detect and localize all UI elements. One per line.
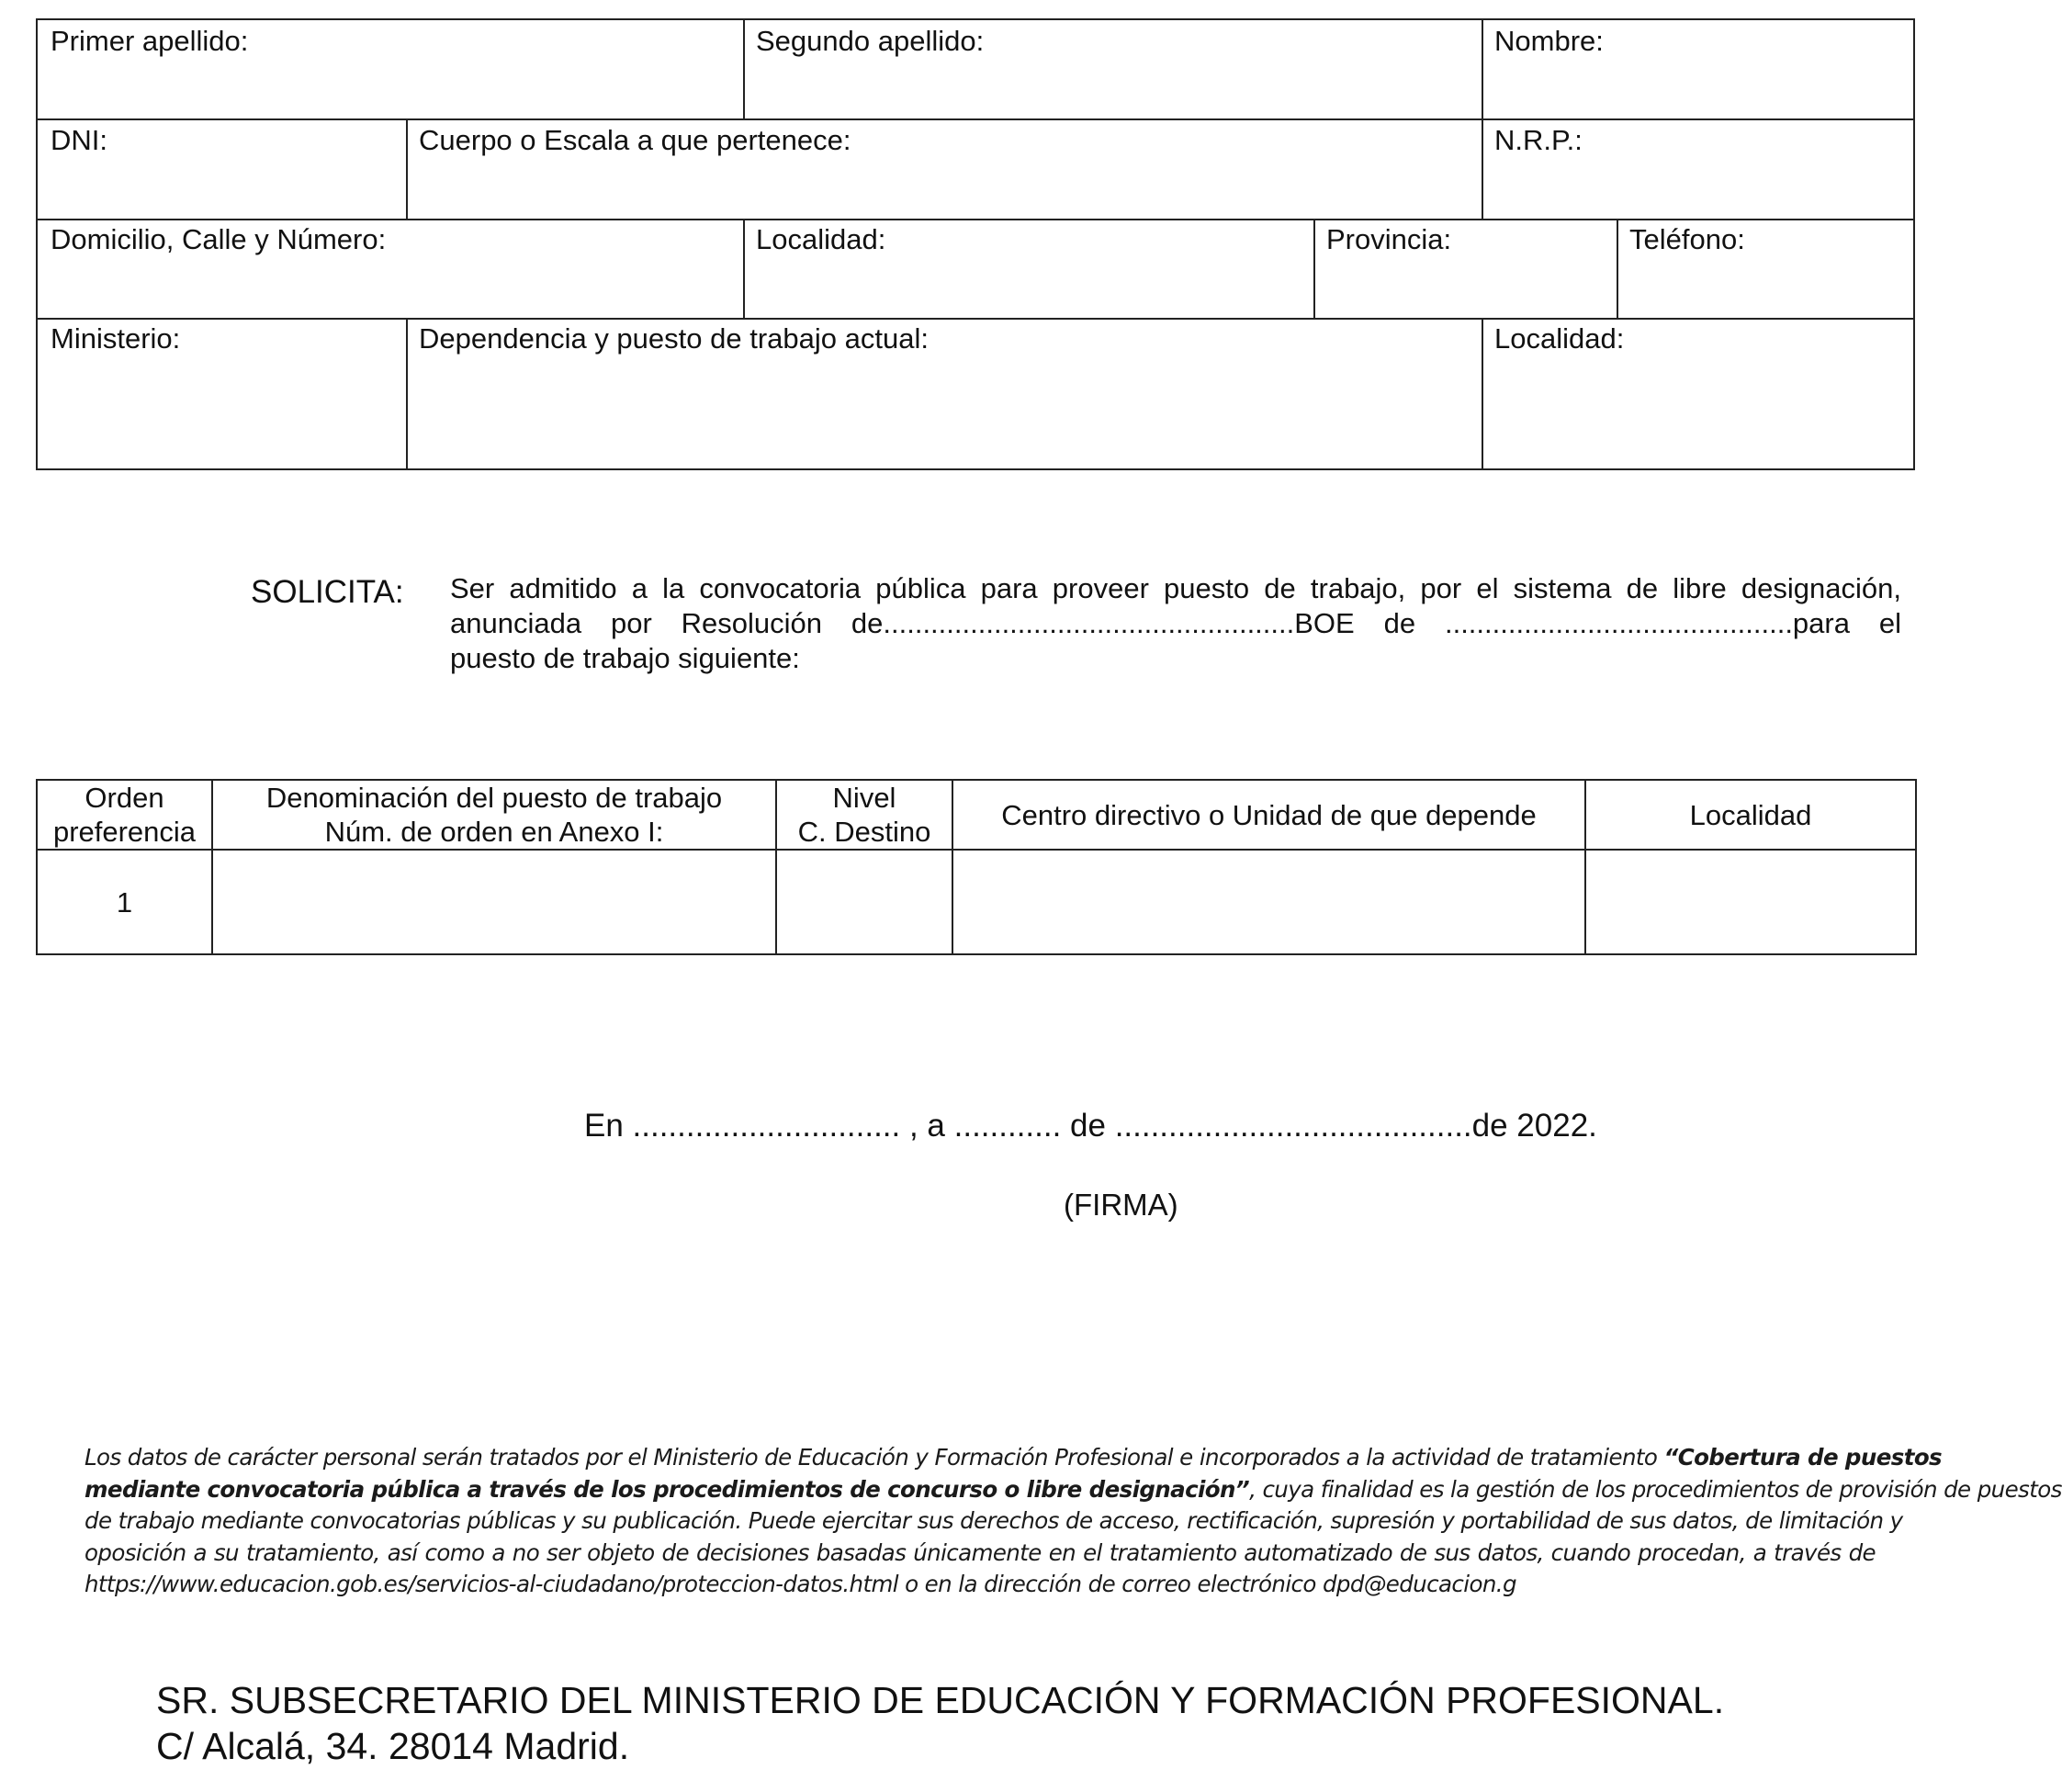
solicita-line: puesto de trabajo siguiente: xyxy=(450,642,800,674)
cell-nivel[interactable] xyxy=(776,850,952,954)
field-label: Primer apellido: xyxy=(51,25,249,57)
field-label: DNI: xyxy=(51,124,107,156)
solicita-label: SOLICITA: xyxy=(251,574,404,610)
privacy-text: , cuya finalidad es la gestión de los procedimientos de provisión de puestos xyxy=(1249,1475,2062,1503)
field-nrp[interactable] xyxy=(1482,119,1915,219)
privacy-text: Los datos de carácter personal serán tratados por el Ministerio de Educación y Formación Profesional e incorporados a la actividad de tratamiento xyxy=(85,1444,1664,1471)
header-nivel xyxy=(776,780,952,850)
signature-label: (FIRMA) xyxy=(1064,1188,1178,1222)
privacy-line: oposición a su tratamiento, así como a no ser objeto de decisiones basadas únicamente en el tratamiento automatizado de sus datos, cuando procedan, a través de xyxy=(85,1538,1876,1566)
privacy-line xyxy=(85,1442,1943,1474)
field-label: Provincia: xyxy=(1326,223,1452,255)
field-provincia[interactable] xyxy=(1313,219,1617,318)
cell-localidad[interactable] xyxy=(1585,850,1916,954)
field-label: Localidad: xyxy=(1494,322,1625,355)
addressee xyxy=(156,1677,1724,1769)
solicita-line: anunciada por Resolución de....................................................BOE de ............................................para el xyxy=(450,607,1901,639)
privacy-bold-text: “Cobertura de puestos xyxy=(1663,1444,1943,1471)
header-line: Denominación del puesto de trabajo xyxy=(265,782,723,814)
field-nombre[interactable] xyxy=(1482,20,1915,119)
field-cuerpo-escala[interactable] xyxy=(406,119,1482,219)
field-label: Teléfono: xyxy=(1629,223,1745,255)
header-line: preferencia xyxy=(52,816,197,848)
field-label: Ministerio: xyxy=(51,322,181,355)
header-line: Localidad xyxy=(1689,798,1812,831)
privacy-notice xyxy=(85,1442,2062,1601)
header-line: C. Destino xyxy=(797,816,931,848)
addressee-address: C/ Alcalá, 34. 28014 Madrid. xyxy=(156,1725,630,1767)
field-label: Domicilio, Calle y Número: xyxy=(51,223,387,255)
field-dni[interactable] xyxy=(38,119,406,219)
header-orden-preferencia xyxy=(37,780,212,850)
privacy-line: de trabajo mediante convocatorias públicas y su publicación. Puede ejercitar sus derechos de acceso, rectificación, supresión y portabilidad de sus datos, de limitación y xyxy=(85,1507,1903,1534)
field-localidad[interactable] xyxy=(743,219,1313,318)
field-localidad-actual[interactable] xyxy=(1482,318,1915,468)
header-line: Orden xyxy=(85,782,164,814)
header-denominacion xyxy=(212,780,776,850)
puestos-table xyxy=(36,779,1917,955)
header-localidad xyxy=(1585,780,1916,850)
field-segundo-apellido[interactable] xyxy=(743,20,1482,119)
header-line: Núm. de orden en Anexo I: xyxy=(324,816,664,848)
cell-denominacion[interactable] xyxy=(212,850,776,954)
privacy-bold-text: mediante convocatoria pública a través de los procedimientos de concurso o libre designación” xyxy=(85,1475,1250,1503)
solicita-text xyxy=(450,571,1901,676)
field-label: Nombre: xyxy=(1494,25,1604,57)
solicita-line: Ser admitido a la convocatoria pública para proveer puesto de trabajo, por el sistema de libre designación, xyxy=(450,572,1901,604)
header-line: Centro directivo o Unidad de que depende xyxy=(1001,798,1537,831)
cell-centro-directivo[interactable] xyxy=(952,850,1585,954)
privacy-line: https://www.educacion.gob.es/servicios-al-ciudadano/proteccion-datos.html o en la dirección de correo electrónico dpd@educacion.g xyxy=(85,1571,1516,1597)
header-line: Nivel xyxy=(832,782,896,814)
field-primer-apellido[interactable] xyxy=(38,20,743,119)
table-header-row xyxy=(37,780,1916,850)
field-label: N.R.P.: xyxy=(1494,124,1583,156)
addressee-title: SR. SUBSECRETARIO DEL MINISTERIO DE EDUCACIÓN Y FORMACIÓN PROFESIONAL. xyxy=(156,1679,1725,1721)
field-domicilio[interactable] xyxy=(38,219,743,318)
field-label: Localidad: xyxy=(756,223,886,255)
personal-data-grid xyxy=(36,18,1915,470)
field-label: Dependencia y puesto de trabajo actual: xyxy=(419,322,929,355)
field-label: Cuerpo o Escala a que pertenece: xyxy=(419,124,851,156)
field-dependencia[interactable] xyxy=(406,318,1482,468)
header-centro-directivo xyxy=(952,780,1585,850)
field-label: Segundo apellido: xyxy=(756,25,985,57)
date-place-line[interactable]: En .............................. , a ............ de ........................................de 2022. xyxy=(584,1108,1597,1144)
privacy-line xyxy=(85,1474,2062,1506)
field-ministerio[interactable] xyxy=(38,318,406,468)
table-row xyxy=(37,850,1916,954)
cell-orden: 1 xyxy=(37,850,212,954)
field-telefono[interactable] xyxy=(1617,219,1915,318)
